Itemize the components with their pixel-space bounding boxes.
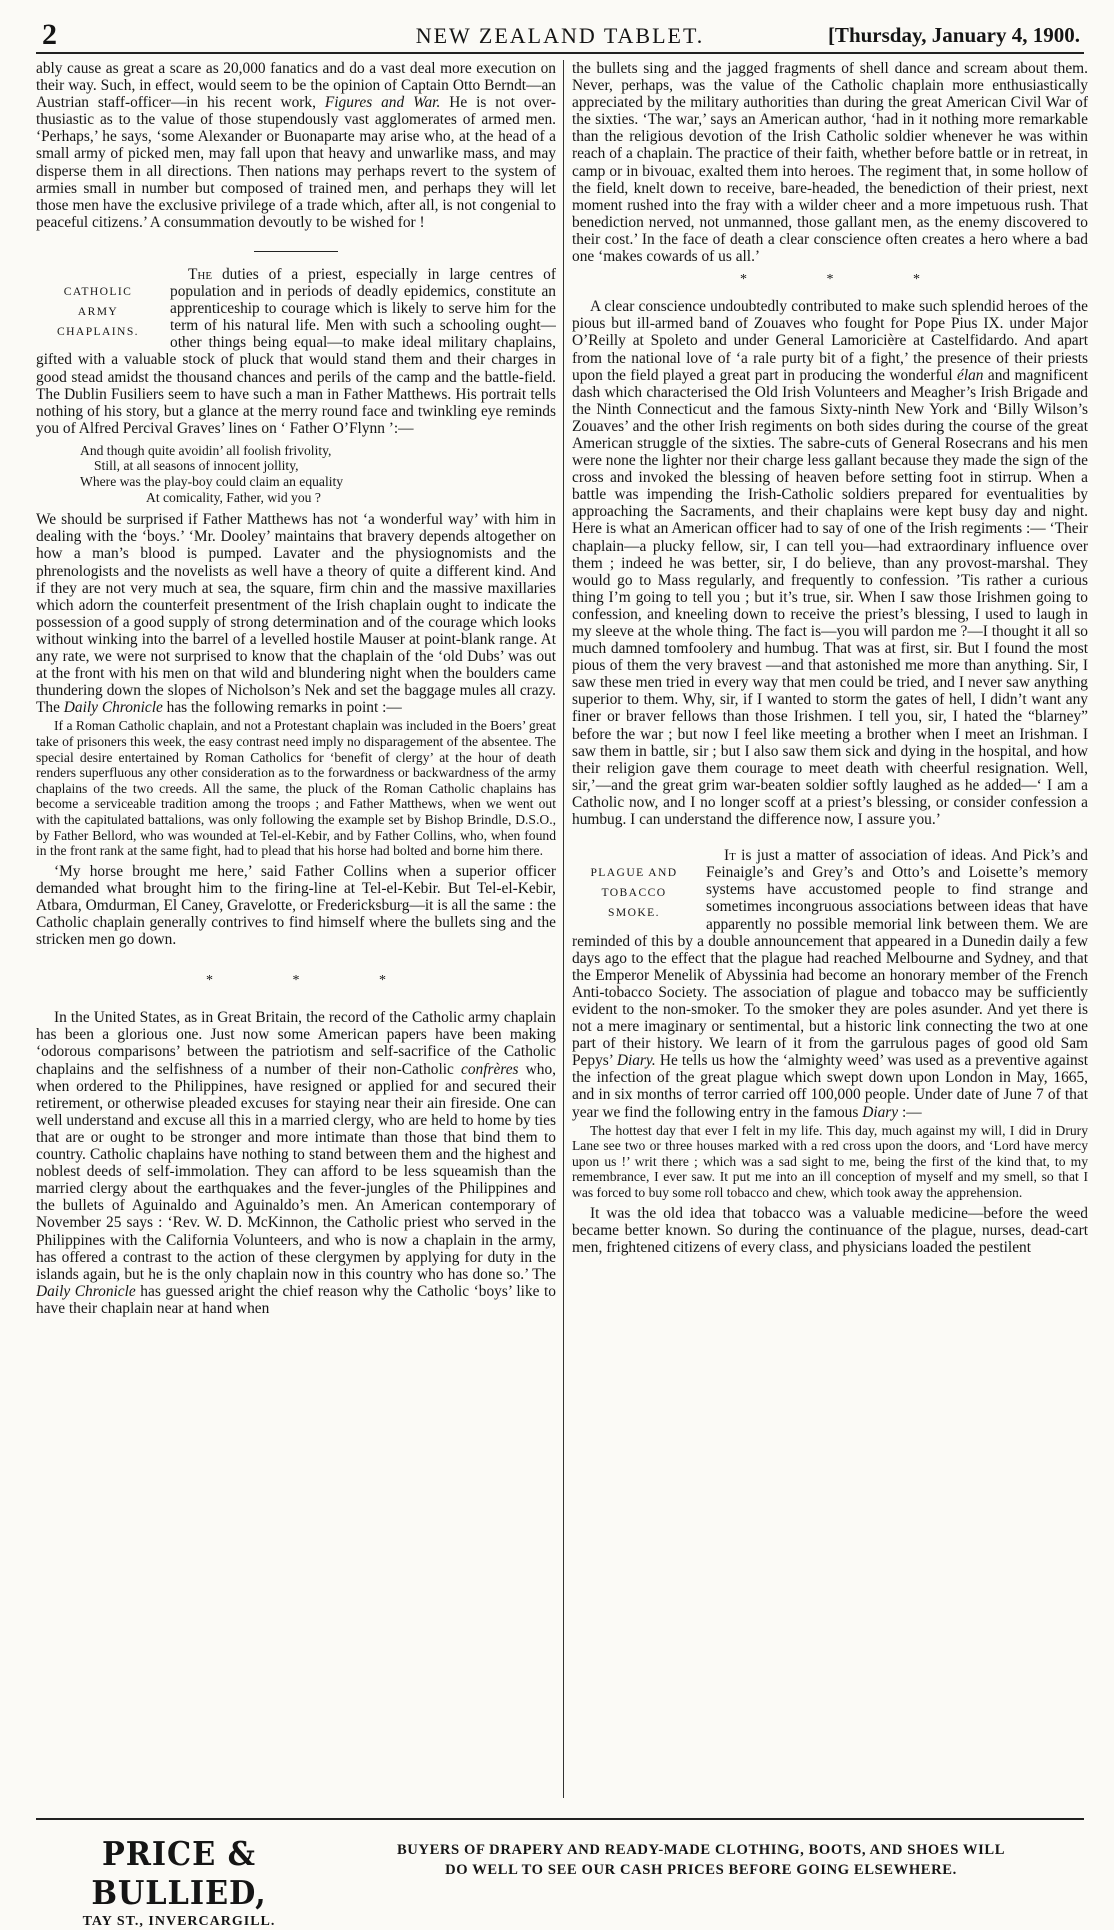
paragraph: A clear conscience undoubtedly contributed to make such splendid heroes of the pious but ill-armed band of Zouaves who fought for Pope Pius IX. under Major O’Reilly at Spoleto and under General Lamoricière at Castelfidardo. And apart from the national love of ‘a rale purty bit of a fight,’ the presence of their priests upon the field played a great part in producing the wonderful élan and magnificent dash which characterised the Old Irish Volunteers and Meagher’s Irish Brigade and the Ninth Connecticut and the famous Sixty-ninth New York and ‘Billy Wilson’s Zouaves’ and the other Irish regiments on both sides during the course of the great American struggle of the sixties. The sabre-cuts of General Rosecrans and his men were none the lighter nor their charge less gallant because they made the sign of the cross and invoked the blessing of heaven before setting foot in stirrup. When a battle was impending the Irish-Catholic soldiers prepared for eventualities by approaching the Sacraments, and their chaplains were kept busy day and night. Here is what an American officer had to say of one of the Irish regiments :— ‘Their chaplain—a plucky fellow, sir, I can tell you—had extraordinary influence over them ; indeed he was better, sir, I do believe, than any provost-marshal. They would go to Mass regularly, and frequently to confession. ’Tis rather a curious thing I’m going to tell you ; but it’s true, sir. When I saw those Irishmen going to confession, and kneeling down to receive the priest’s blessing, I used to laugh in my sleeve at the whole thing. The fact is—you will pardon me ?—I thought it all so much damned tomfoolery and humbug. That was at first, sir. But I found the most pious of them the very bravest —and that astonished me more than anything. Sir, I saw these men tried in every way that men could be tried, and I never saw anything superior to them. Why, sir, if I wanted to storm the gates of hell, I didn’t want any finer or braver fellows than those Irishmen. I tell you, sir, I hated the “blarney” before the war ; but now I feel like meeting a brother when I meet an Irishman. I saw them in battle, sir ; but I also saw them sick and dying in the hospital, and how their religion gave them courage to meet death with cheerful resignation. Well, sir,’—and the great grim war-beaten soldier softly laughed as he added—‘ I am a Catholic now, and I no longer scoff at a priest’s blessing, or consider confession a humbug. I can understand the difference now, I assure you.’ xyxy=(572,298,1088,829)
left-column xyxy=(36,60,556,1798)
section-stars: * * * xyxy=(740,272,958,288)
advertisement-text: BUYERS OF DRAPERY AND READY-MADE CLOTHING, BOOTS, AND SHOES WILL DO WELL TO SEE OUR CASH PRICES BEFORE GOING ELSEWHERE. xyxy=(396,1842,1006,1878)
masthead xyxy=(36,18,1084,54)
side-heading-plague-and-tobacco: PLAGUE AND TOBACCO SMOKE. xyxy=(590,866,678,920)
paragraph: In the United States, as in Great Britain, the record of the Catholic army chaplain has been a glorious one. Just now some American papers have been making ‘odorous comparisons’ between the patriotism and self-sacrifice of the Catholic chaplains and the selfishness of a number of their non-Catholic confrères who, when ordered to the Philippines, have resigned or applied for and secured their retirement, or otherwise pleaded excuses for staying near their ain fireside. One can well understand and excuse all this in a married clergy, who are held to home by ties that are or ought to be stronger and more intimate than those that bind them to country. Catholic chaplains have nothing to stand between them and the highest and noblest deeds of self-immolation. They can afford to be less squeamish than the married clergy about the earthquakes and the fever-jungles of the Philippines and the bullets of Aguinaldo and Aguinaldo’s men. An American contemporary of November 25 says : ‘Rev. W. D. McKinnon, the Catholic priest who served in the Philippines with the California Volunteers, and who is now a chaplain in the army, has offered a contrast to the action of these clergymen by applying for duty in the islands again, but he is the only chaplain now in this country who has done so.’ The Daily Chronicle has guessed aright the chief reason why the Catholic ‘boys’ like to have their chaplain near at hand when xyxy=(36,1009,556,1317)
paragraph: It is just a matter of association of ideas. And Pick’s and Feinaigle’s and Grey’s and Otto’s and Loisette’s memory systems have accustomed people to find strange and sometimes incongruous associations between ideas that have apparently no possible memorial link between them. We are reminded of this by a double announcement that appeared in a Dunedin daily a few days ago to the effect that the plague had reached Melbourne and Sydney, and that the Emperor Menelik of Abyssinia had become an honorary member of the French Anti-tobacco Society. The association of plague and tobacco may be sufficiently evident to the non-smoker. To the smoker they are poles asunder. And yet there is not a mere imaginary or sentimental, but a historic link connecting the two at one part of their history. We learn of it from the garrulous pages of good old Sam Pepys’ Diary. He tells us how the ‘almighty weed’ was used as a preventive against the infection of the great plague which swept down upon London in May, 1665, and in six months of terror carried off 100,000 people. Under date of June 7 of that year we find the following entry in the famous Diary :— xyxy=(572,847,1088,1121)
issue-date: [Thursday, January 4, 1900. xyxy=(827,23,1080,47)
advertiser-name: PRICE & BULLIED, xyxy=(91,1834,267,1912)
advertisement-footer xyxy=(36,1818,1084,1929)
advertiser-block xyxy=(54,1834,304,1930)
paragraph: ably cause as great a scare as 20,000 fanatics and do a vast deal more execution on their way. Such, in effect, would seem to be the opinion of Captain Otto Berndt—an Austrian staff-officer—in his recent work, Figures and War. He is not over-thusiastic as to the value of those stupendously vast agglomerates of armed men. ‘Perhaps,’ he says, ‘some Alexander or Buonaparte may arise who, at the head of a small army of picked men, may fall upon that heavy and unwarlike mass, and may disperse them in all directions. Then nations may perhaps revert to the system of armies small in number but composed of trained men, and perhaps they will let those men have the exclusive privilege of a trade which, after all, is not congenial to peaceful citizens.’ A consummation devoutly to be wished for ! xyxy=(36,60,556,231)
poem-quote: And though quite avoidin’ all foolish frivolity, Still, at all seasons of innocent jollity, Where was the play-boy could claim an equality At comicality, Father, wid you ? xyxy=(80,442,344,505)
column-divider xyxy=(563,60,564,1798)
newspaper-title: NEW ZEALAND TABLET. xyxy=(415,23,705,48)
paragraph: the bullets sing and the jagged fragments of shell dance and scream about them. Never, perhaps, was the value of the Catholic chaplain more enthusiastically appreciated by the military authorities than during the great American Civil War of the sixties. ‘The war,’ says an American author, ‘had in it nothing more remarkable than the religious devotion of the Irish Catholic soldier whenever he was within reach of a chaplain. The practice of their faith, whether before battle or in retreat, in camp or in bivouac, exalted them into heroes. The regiment that, in some hollow of the field, knelt down to receive, bare-headed, the benediction of their priest, next moment rushed into the fray with a wilder cheer and a more impetuous rush. That benediction nerved, not unmanned, those gallant men, as the enemy discovered to their cost.’ In the face of death a clear conscience often creates a hero where a bad one ‘makes cowards of us all.’ xyxy=(572,60,1088,266)
block-quote: The hottest day that ever I felt in my life. This day, much against my will, I did in Drury Lane see two or three houses marked with a red cross upon the doors, and ‘Lord have mercy upon us !’ writ there ; which was a sad sight to me, being the first of the kind that, to my remembrance, I ever saw. It put me into an ill conception of myself and my smell, so that I was forced to buy some roll tobacco and chew, which took away the apprehension. xyxy=(572,1122,1088,1200)
advertiser-address: TAY ST., INVERCARGILL. xyxy=(82,1914,276,1929)
section-rule xyxy=(254,251,338,252)
page-number: 2 xyxy=(42,18,57,51)
right-column xyxy=(572,60,1088,1798)
paragraph: It was the old idea that tobacco was a valuable medicine—before the weed became better known. So during the continuance of the plague, nurses, dead-cart men, frightened citizens of every class, and physicians loaded the pestilent xyxy=(572,1204,1088,1256)
paragraph: We should be surprised if Father Matthews has not ‘a wonderful way’ with him in dealing with the ‘boys.’ ‘Mr. Dooley’ maintains that bravery depends altogether on how a man’s blood is pumped. Lavater and the physiognomists and the phrenologists and the novelists as well have a theory of quite a different kind. And if they are not very much at sea, the square, firm chin and the massive maxillaries which adorn the counterfeit presentment of the Irish chaplain ought to indicate the possession of a good supply of strong determination and of the courage which looks without winking into the barrel of a levelled hostile Mauser at point-blank range. At any rate, we were not surprised to know that the chaplain of the ‘old Dubs’ was out at the front with his men on that wild and blundering night when the boulders came thundering down the slopes of Nicholson’s Nek and set the baggage mules all crazy. The Daily Chronicle has the following remarks in point :— xyxy=(36,511,556,717)
paragraph: The duties of a priest, especially in large centres of population and in periods of deadly epidemics, constitute an apprenticeship to courage which is likely to serve him for the term of his natural life. Men with such a schooling ought—other things being equal—to make ideal military chaplains, gifted with a valuable stock of pluck that would stand them and their charges in good stead amidst the thousand chances and perils of the camp and the battle-field. The Dublin Fusiliers seem to have such a man in Father Matthews. His portrait tells nothing of his story, but a glance at the merry round face and twinkling eye reminds you of Alfred Percival Graves’ lines on ‘ Father O’Flynn ’:— xyxy=(36,265,556,437)
block-quote: If a Roman Catholic chaplain, and not a Protestant chaplain was included in the Boers’ great take of prisoners this week, the easy contrast need imply no disparagement of the absentee. The special desire entertained by Roman Catholics for ‘benefit of clergy’ at the hour of death renders superfluous any other consideration as to the forwardness or backwardness of the army chaplains of the two creeds. All the same, the pluck of the Roman Catholic chaplains has become a serviceable tradition among the troops ; and Father Matthews, when we went out with the capitulated battalions, was only following the example set by Bishop Brindle, D.S.O., by Father Bellord, who was wounded at Tel-el-Kebir, and by Father Collins, who, when found in the front rank at the same fight, had to plead that his horse had bolted and borne him there. xyxy=(36,718,556,859)
paragraph: ‘My horse brought me here,’ said Father Collins when a superior officer demanded what brought him to the firing-line at Tel-el-Kebir. But Tel-el-Kebir, Atbara, Omdurman, El Caney, Gravelotte, or Fredericksburg—it is all the same : the Catholic chaplain generally contrives to find himself where the bullets sing and the stricken men go down. xyxy=(36,862,556,949)
side-heading-catholic-army-chaplains: CATHOLIC ARMY CHAPLAINS. xyxy=(57,284,139,338)
section-stars: * * * xyxy=(206,973,424,989)
